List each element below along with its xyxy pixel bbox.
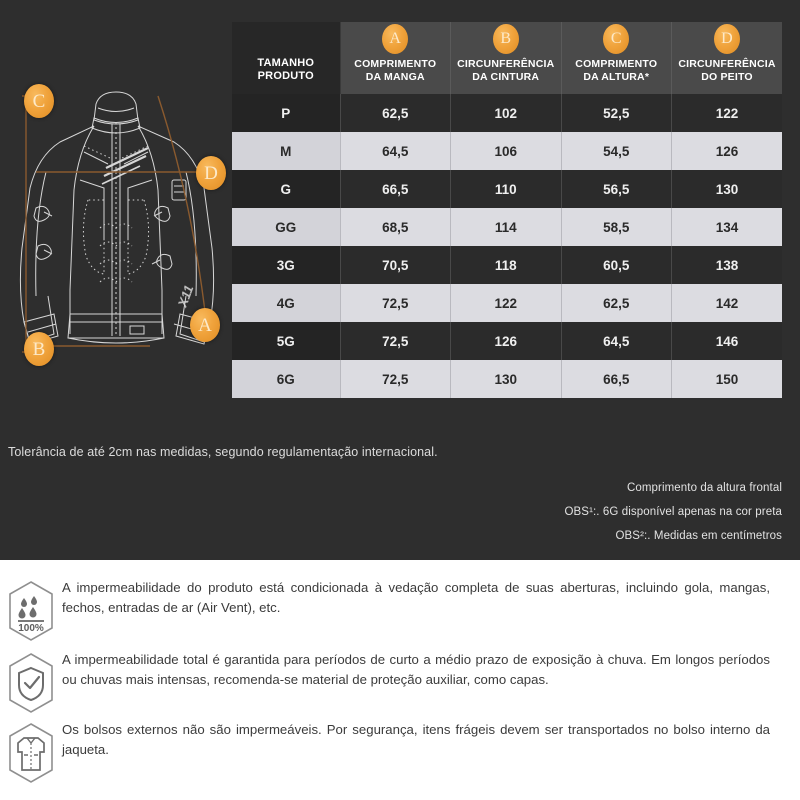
- column-badge-b: B: [493, 24, 519, 54]
- table-row: [232, 94, 782, 132]
- diagram-badge-a: A: [190, 308, 220, 342]
- cell-size: 3G: [232, 246, 340, 284]
- column-header-sleeve: [340, 22, 451, 94]
- diagram-badge-b: B: [24, 332, 54, 366]
- column-header-height-line2: DA ALTURA*: [583, 70, 650, 83]
- cell-size: P: [232, 94, 340, 132]
- cell-sleeve: 64,5: [340, 132, 451, 170]
- cell-chest: 146: [672, 322, 783, 360]
- cell-sleeve: 72,5: [340, 322, 451, 360]
- column-header-height: [561, 22, 672, 94]
- column-header-waist: [451, 22, 562, 94]
- column-header-chest-line1: CIRCUNFERÊNCIA: [678, 57, 776, 70]
- cell-height: 58,5: [561, 208, 672, 246]
- table-row: [232, 132, 782, 170]
- info-item-pockets: [0, 720, 800, 784]
- column-header-sleeve-line1: COMPRIMENTO: [354, 57, 437, 70]
- column-header-height-line1: COMPRIMENTO: [575, 57, 658, 70]
- cell-sleeve: 72,5: [340, 360, 451, 398]
- diagram-badge-d: D: [196, 156, 226, 190]
- column-badge-a: A: [382, 24, 408, 54]
- cell-chest: 126: [672, 132, 783, 170]
- waterproof-100-icon: [0, 578, 62, 642]
- cell-sleeve: 72,5: [340, 284, 451, 322]
- cell-size: M: [232, 132, 340, 170]
- cell-height: 64,5: [561, 322, 672, 360]
- info-item-shield: [0, 650, 800, 714]
- cell-size: 5G: [232, 322, 340, 360]
- footnote-height-front: Comprimento da altura frontal: [626, 482, 782, 494]
- column-header-sleeve-line2: DA MANGA: [365, 70, 425, 83]
- table-row: [232, 208, 782, 246]
- cell-waist: 114: [451, 208, 562, 246]
- cell-size: GG: [232, 208, 340, 246]
- cell-size: 6G: [232, 360, 340, 398]
- cell-chest: 122: [672, 94, 783, 132]
- info-text-shield: A impermeabilidade total é garantida para períodos de curto a médio prazo de exposição à chuva. Em longos períodos ou chuvas mais intensas, recomenda-se material de proteção auxiliar, como capas.: [62, 652, 770, 688]
- table-row: [232, 284, 782, 322]
- cell-waist: 122: [451, 284, 562, 322]
- column-header-waist-line1: CIRCUNFERÊNCIA: [457, 57, 555, 70]
- column-header-chest-line2: DO PEITO: [701, 70, 753, 83]
- cell-chest: 142: [672, 284, 783, 322]
- table-row: [232, 246, 782, 284]
- jacket-pocket-icon: [0, 720, 62, 784]
- cell-chest: 134: [672, 208, 783, 246]
- cell-chest: 150: [672, 360, 783, 398]
- info-item-waterproof: [0, 578, 800, 642]
- jacket-diagram: [0, 60, 232, 400]
- diagram-badge-c: C: [24, 84, 54, 118]
- column-header-size: [232, 22, 340, 94]
- cell-waist: 130: [451, 360, 562, 398]
- footnote-obs2: OBS²:. Medidas em centímetros: [615, 530, 782, 542]
- cell-waist: 118: [451, 246, 562, 284]
- column-badge-c: C: [603, 24, 629, 54]
- column-header-chest: [672, 22, 783, 94]
- tolerance-note: Tolerância de até 2cm nas medidas, segundo regulamentação internacional.: [8, 445, 438, 459]
- column-header-size-line2: PRODUTO: [257, 70, 314, 83]
- shield-check-icon: [0, 650, 62, 714]
- column-header-waist-line2: DA CINTURA: [472, 70, 540, 83]
- table-row: [232, 170, 782, 208]
- info-text-waterproof: A impermeabilidade do produto está condicionada à vedação completa de suas aberturas, incluindo gola, mangas, fechos, entradas de ar (Air Vent), etc.: [62, 580, 770, 616]
- cell-height: 60,5: [561, 246, 672, 284]
- cell-sleeve: 66,5: [340, 170, 451, 208]
- cell-chest: 138: [672, 246, 783, 284]
- cell-height: 56,5: [561, 170, 672, 208]
- table-row: [232, 322, 782, 360]
- footnotes: [564, 482, 782, 554]
- table-header-row: [232, 22, 782, 94]
- cell-size: G: [232, 170, 340, 208]
- cell-waist: 106: [451, 132, 562, 170]
- waterproof-badge-text: 100%: [18, 623, 44, 634]
- cell-waist: 126: [451, 322, 562, 360]
- cell-height: 62,5: [561, 284, 672, 322]
- cell-size: 4G: [232, 284, 340, 322]
- cell-height: 66,5: [561, 360, 672, 398]
- brand-wordmark: X11: [174, 283, 197, 310]
- footnote-obs1: OBS¹:. 6G disponível apenas na cor preta: [564, 506, 782, 518]
- info-text-pockets: Os bolsos externos não são impermeáveis. Por segurança, itens frágeis devem ser transportados no bolso interno da jaqueta.: [62, 722, 770, 758]
- cell-waist: 102: [451, 94, 562, 132]
- care-info-panel: [0, 560, 800, 800]
- column-badge-d: D: [714, 24, 740, 54]
- column-header-size-line1: TAMANHO: [257, 56, 315, 69]
- table-row: [232, 360, 782, 398]
- size-chart-table: [232, 22, 782, 398]
- cell-height: 54,5: [561, 132, 672, 170]
- cell-chest: 130: [672, 170, 783, 208]
- cell-height: 52,5: [561, 94, 672, 132]
- cell-sleeve: 70,5: [340, 246, 451, 284]
- cell-sleeve: 62,5: [340, 94, 451, 132]
- cell-sleeve: 68,5: [340, 208, 451, 246]
- cell-waist: 110: [451, 170, 562, 208]
